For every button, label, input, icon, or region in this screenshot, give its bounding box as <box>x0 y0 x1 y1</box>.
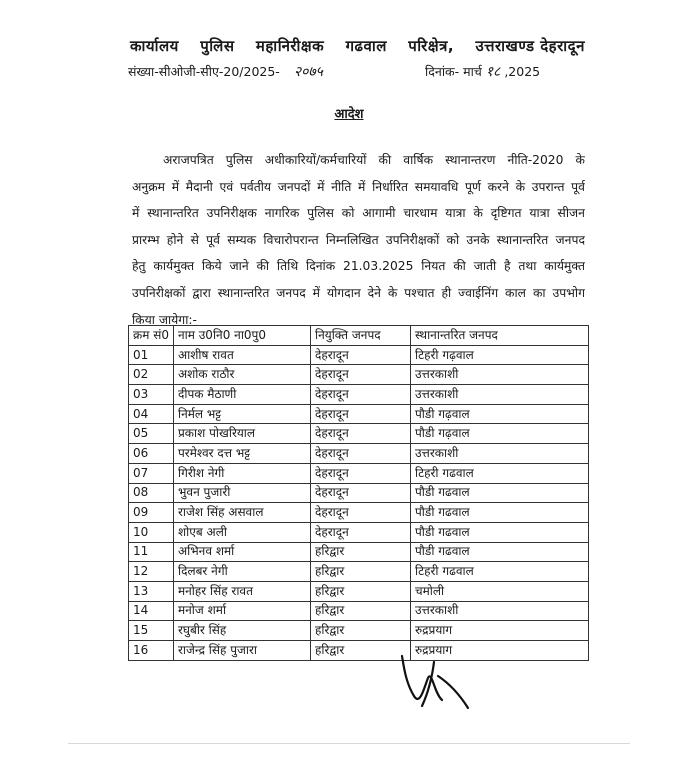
posting-district-cell: देहरादून <box>310 345 410 365</box>
transfer-district-cell: पौडी गढवाल <box>410 522 588 542</box>
office-header <box>130 36 585 56</box>
transfer-table <box>128 325 589 661</box>
table-row <box>129 424 589 444</box>
table-row <box>129 503 589 523</box>
page-bottom-divider <box>68 743 630 744</box>
transfer-district-cell: पौडी गढवाल <box>410 503 588 523</box>
transfer-district-cell: उत्तरकाशी <box>410 601 588 621</box>
order-title-text: आदेश <box>334 107 364 122</box>
posting-district-cell: देहरादून <box>310 365 410 385</box>
table-row <box>129 483 589 503</box>
name-cell: निर्मल भट्ट <box>173 404 310 424</box>
transfer-district-cell: उत्तरकाशी <box>410 365 588 385</box>
transfer-district-cell: चमोली <box>410 581 588 601</box>
table-row <box>129 562 589 582</box>
reference-number <box>128 62 323 81</box>
transfer-district-cell: रुद्रप्रयाग <box>410 641 588 661</box>
serial-cell: 08 <box>129 483 174 503</box>
header-posting-district: नियुक्ति जनपद <box>310 326 410 346</box>
body-line: किया जायेगा:- <box>132 312 197 327</box>
reference-handwritten: २०७५ <box>293 64 323 80</box>
date-year: ,2025 <box>504 64 541 79</box>
name-cell: परमेश्वर दत्त भट्ट <box>173 444 310 464</box>
date-day-handwritten: १८ <box>485 64 501 80</box>
posting-district-cell: हरिद्वार <box>310 601 410 621</box>
table-row <box>129 365 589 385</box>
posting-district-cell: देहरादून <box>310 424 410 444</box>
signature-mark <box>392 648 472 713</box>
table-row <box>129 345 589 365</box>
name-cell: दीपक मैठाणी <box>173 385 310 405</box>
serial-cell: 04 <box>129 404 174 424</box>
table-row <box>129 404 589 424</box>
header-serial: क्रम सं0 <box>129 326 174 346</box>
serial-cell: 16 <box>129 641 174 661</box>
posting-district-cell: देहरादून <box>310 522 410 542</box>
transfer-district-cell: टिहरी गढवाल <box>410 562 588 582</box>
body-line: अराजपत्रित पुलिस अधीकारियों/कर्मचारियों की वार्षिक स्थानान्तरण नीति-2020 के <box>163 153 585 167</box>
posting-district-cell: देहरादून <box>310 444 410 464</box>
date-label: दिनांक- मार्च <box>425 64 482 79</box>
table-row <box>129 444 589 464</box>
posting-district-cell: देहरादून <box>310 404 410 424</box>
name-cell: मनोज शर्मा <box>173 601 310 621</box>
name-cell: दिलबर नेगी <box>173 562 310 582</box>
transfer-district-cell: पौडी गढवाल <box>410 542 588 562</box>
serial-cell: 13 <box>129 581 174 601</box>
transfer-district-cell: पौडी गढ़वाल <box>410 424 588 444</box>
table-row <box>129 581 589 601</box>
office-location: उत्तराखण्ड देहरादून <box>475 37 585 55</box>
transfer-district-cell: पौडी गढ़वाल <box>410 404 588 424</box>
body-line: प्रारम्भ होने से पूर्व सम्यक विचारोपरान्त निम्नलिखित उपनिरीक्षकों को उनके स्थानान्तरित जनपद <box>132 232 585 247</box>
posting-district-cell: हरिद्वार <box>310 542 410 562</box>
posting-district-cell: हरिद्वार <box>310 641 410 661</box>
table-header-row <box>129 326 589 346</box>
name-cell: मनोहर सिंह रावत <box>173 581 310 601</box>
table-row <box>129 385 589 405</box>
serial-cell: 06 <box>129 444 174 464</box>
name-cell: अशोक राठौर <box>173 365 310 385</box>
table-row <box>129 463 589 483</box>
name-cell: राजेन्द्र सिंह पुजारा <box>173 641 310 661</box>
serial-cell: 03 <box>129 385 174 405</box>
name-cell: गिरीश नेगी <box>173 463 310 483</box>
serial-cell: 01 <box>129 345 174 365</box>
transfer-district-cell: उत्तरकाशी <box>410 444 588 464</box>
name-cell: आशीष रावत <box>173 345 310 365</box>
name-cell: शोएब अली <box>173 522 310 542</box>
serial-cell: 10 <box>129 522 174 542</box>
serial-cell: 05 <box>129 424 174 444</box>
body-line: उपनिरीक्षकों द्वारा स्थानान्तरित जनपद में योगदान देने के पश्चात ही ज्वाईनिंग काल का उपभोग <box>132 285 585 300</box>
body-line: में स्थानान्तरित उपनिरीक्षक नागरिक पुलिस को आगामी चारधाम यात्रा के दृष्टिगत यात्रा सीजन <box>132 206 585 221</box>
order-title <box>0 104 698 122</box>
order-body <box>132 150 585 336</box>
transfer-district-cell: पौडी गढवाल <box>410 483 588 503</box>
transfer-district-cell: उत्तरकाशी <box>410 385 588 405</box>
office-word: पुलिस <box>200 37 235 55</box>
name-cell: रघुबीर सिंह <box>173 621 310 641</box>
serial-cell: 07 <box>129 463 174 483</box>
table-row <box>129 621 589 641</box>
office-word: परिक्षेत्र, <box>408 37 455 55</box>
header-name: नाम उ0नि0 ना0पु0 <box>173 326 310 346</box>
name-cell: राजेश सिंह असवाल <box>173 503 310 523</box>
serial-cell: 14 <box>129 601 174 621</box>
office-word: महानिरीक्षक <box>255 37 325 55</box>
body-line: अनुक्रम में मैदानी एवं पर्वतीय जनपदों में नीति में निर्धारित समयावधि पूर्ण करने के उपरान्त पूर्व <box>132 179 585 194</box>
office-word: कार्यालय <box>130 37 179 55</box>
posting-district-cell: हरिद्वार <box>310 581 410 601</box>
posting-district-cell: देहरादून <box>310 483 410 503</box>
serial-cell: 12 <box>129 562 174 582</box>
table-row <box>129 542 589 562</box>
order-date <box>425 62 540 81</box>
serial-cell: 11 <box>129 542 174 562</box>
name-cell: अभिनव शर्मा <box>173 542 310 562</box>
office-word: गढवाल <box>345 37 387 55</box>
header-transfer-district: स्थानान्तरित जनपद <box>410 326 588 346</box>
serial-cell: 15 <box>129 621 174 641</box>
transfer-district-cell: टिहरी गढवाल <box>410 463 588 483</box>
table-row <box>129 601 589 621</box>
posting-district-cell: देहरादून <box>310 503 410 523</box>
posting-district-cell: देहरादून <box>310 463 410 483</box>
transfer-district-cell: टिहरी गढ़वाल <box>410 345 588 365</box>
serial-cell: 02 <box>129 365 174 385</box>
body-line: हेतु कार्यमुक्त किये जाने की तिथि दिनांक 21.03.2025 नियत की जाती है तथा कार्यमुक्त <box>132 259 585 274</box>
table-row <box>129 522 589 542</box>
posting-district-cell: हरिद्वार <box>310 621 410 641</box>
posting-district-cell: हरिद्वार <box>310 562 410 582</box>
name-cell: भुवन पुजारी <box>173 483 310 503</box>
posting-district-cell: देहरादून <box>310 385 410 405</box>
signature <box>392 648 472 717</box>
table-row <box>129 641 589 661</box>
transfer-district-cell: रुद्रप्रयाग <box>410 621 588 641</box>
serial-cell: 09 <box>129 503 174 523</box>
reference-number-text: संख्या-सीओजी-सीए-20/2025- <box>128 64 280 79</box>
name-cell: प्रकाश पोखरियाल <box>173 424 310 444</box>
